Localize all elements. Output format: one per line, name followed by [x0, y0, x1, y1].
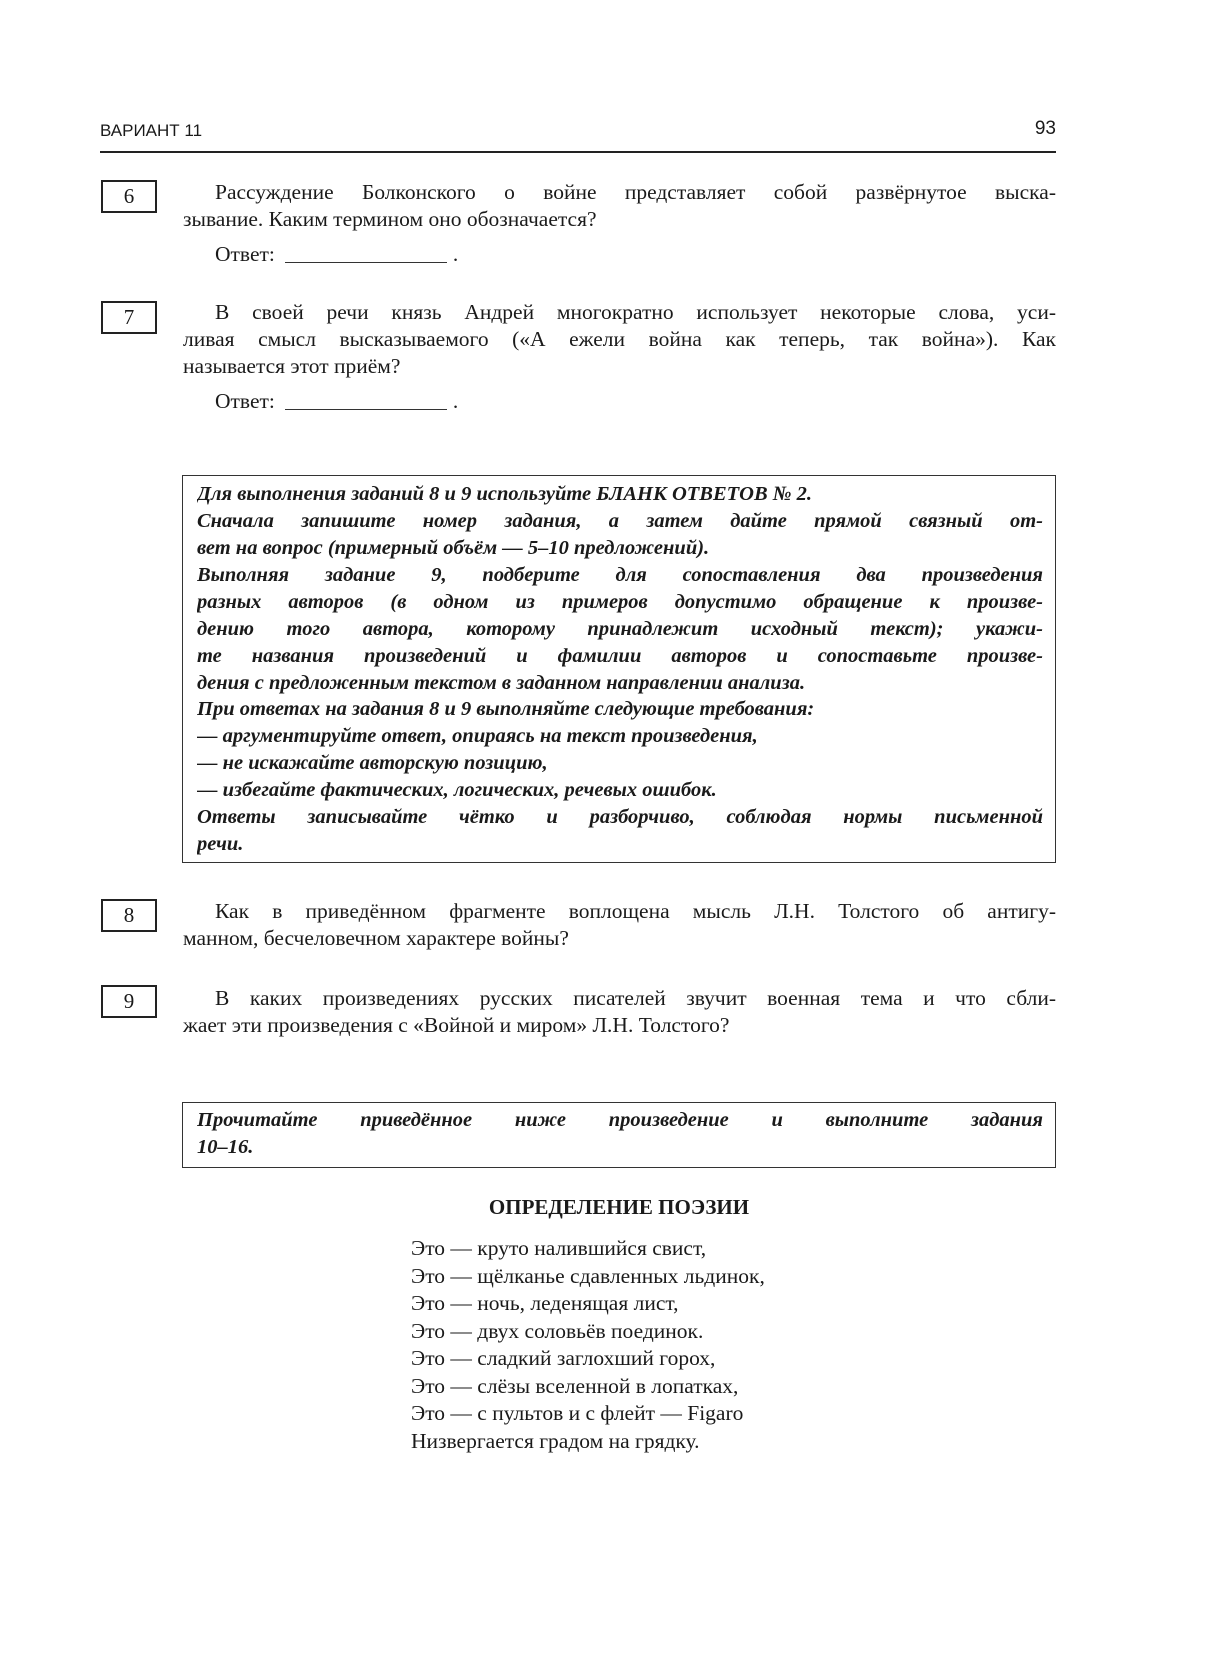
instruction-line: — не искажайте авторскую позицию, — [197, 752, 548, 774]
task-7-line: ливая смысл высказываемого («А ежели война как теперь, так война»). Как — [183, 327, 1056, 351]
poem-line: Это — двух соловьёв поединок. — [411, 1319, 704, 1343]
task-6-line: Рассуждение Болконского о войне представляет собой развёрнутое выска- — [215, 180, 1056, 204]
answer-blank[interactable] — [285, 262, 447, 263]
read-instruction-line: 10–16. — [197, 1136, 254, 1158]
instruction-line: те названия произведений и фамилии авторов и сопоставьте произве- — [197, 645, 1043, 667]
task-number-6: 6 — [101, 180, 157, 213]
instruction-line: Для выполнения заданий 8 и 9 используйте БЛАНК ОТВЕТОВ № 2. — [197, 483, 813, 505]
poem-line: Это — слёзы вселенной в лопатках, — [411, 1374, 739, 1398]
poem-line: Это — щёлканье сдавленных льдинок, — [411, 1264, 765, 1288]
poem-title: ОПРЕДЕЛЕНИЕ ПОЭЗИИ — [488, 1195, 750, 1219]
task-7-answer[interactable] — [215, 388, 458, 414]
page-number: 93 — [1034, 118, 1056, 139]
answer-label: Ответ: — [215, 389, 275, 413]
task-9-line: жает эти произведения с «Войной и миром» Л.Н. Толстого? — [183, 1013, 730, 1037]
instruction-line: Сначала запишите номер задания, а затем дайте прямой связный от- — [197, 510, 1043, 532]
answer-blank[interactable] — [285, 409, 447, 410]
answer-end: . — [452, 389, 459, 413]
poem-line: Это — сладкий заглохший горох, — [411, 1346, 716, 1370]
instruction-line: дению того автора, которому принадлежит исходный текст); укажи- — [197, 618, 1043, 640]
header-rule — [100, 151, 1056, 153]
task-8-line: манном, бесчеловечном характере войны? — [183, 926, 569, 950]
instruction-line: речи. — [197, 833, 244, 855]
instruction-line: При ответах на задания 8 и 9 выполняйте следующие требования: — [197, 698, 815, 720]
answer-end: . — [452, 242, 459, 266]
instruction-line: — избегайте фактических, логических, речевых ошибок. — [197, 779, 717, 801]
instruction-line: вет на вопрос (примерный объём — 5–10 предложений). — [197, 537, 710, 559]
task-7-line: называется этот приём? — [183, 354, 401, 378]
task-6-answer[interactable] — [215, 241, 458, 267]
poem-line: Это — ночь, леденящая лист, — [411, 1291, 679, 1315]
task-8-line: Как в приведённом фрагменте воплощена мысль Л.Н. Толстого об антигу- — [215, 899, 1056, 923]
instruction-line: — аргументируйте ответ, опираясь на текст произведения, — [197, 725, 758, 747]
read-instruction-line: Прочитайте приведённое ниже произведение и выполните задания — [197, 1109, 1043, 1131]
task-number-8: 8 — [101, 899, 157, 932]
instruction-line: разных авторов (в одном из примеров допустимо обращение к произве- — [197, 591, 1043, 613]
instruction-line: Выполняя задание 9, подберите для сопоставления два произведения — [197, 564, 1043, 586]
answer-label: Ответ: — [215, 242, 275, 266]
task-9-line: В каких произведениях русских писателей звучит военная тема и что сбли- — [215, 986, 1056, 1010]
task-number-7: 7 — [101, 301, 157, 334]
task-6-line: зывание. Каким термином оно обозначается? — [183, 207, 597, 231]
task-number-9: 9 — [101, 985, 157, 1018]
poem-line: Это — с пультов и с флейт — Figaro — [411, 1401, 744, 1425]
task-7-line: В своей речи князь Андрей многократно использует некоторые слова, уси- — [215, 300, 1056, 324]
instruction-line: Ответы записывайте чётко и разборчиво, соблюдая нормы письменной — [197, 806, 1043, 828]
instruction-line: дения с предложенным текстом в заданном направлении анализа. — [197, 672, 806, 694]
poem-line: Это — круто налившийся свист, — [411, 1236, 707, 1260]
variant-header: ВАРИАНТ 11 — [100, 121, 203, 140]
poem-line: Низвергается градом на грядку. — [411, 1429, 700, 1453]
